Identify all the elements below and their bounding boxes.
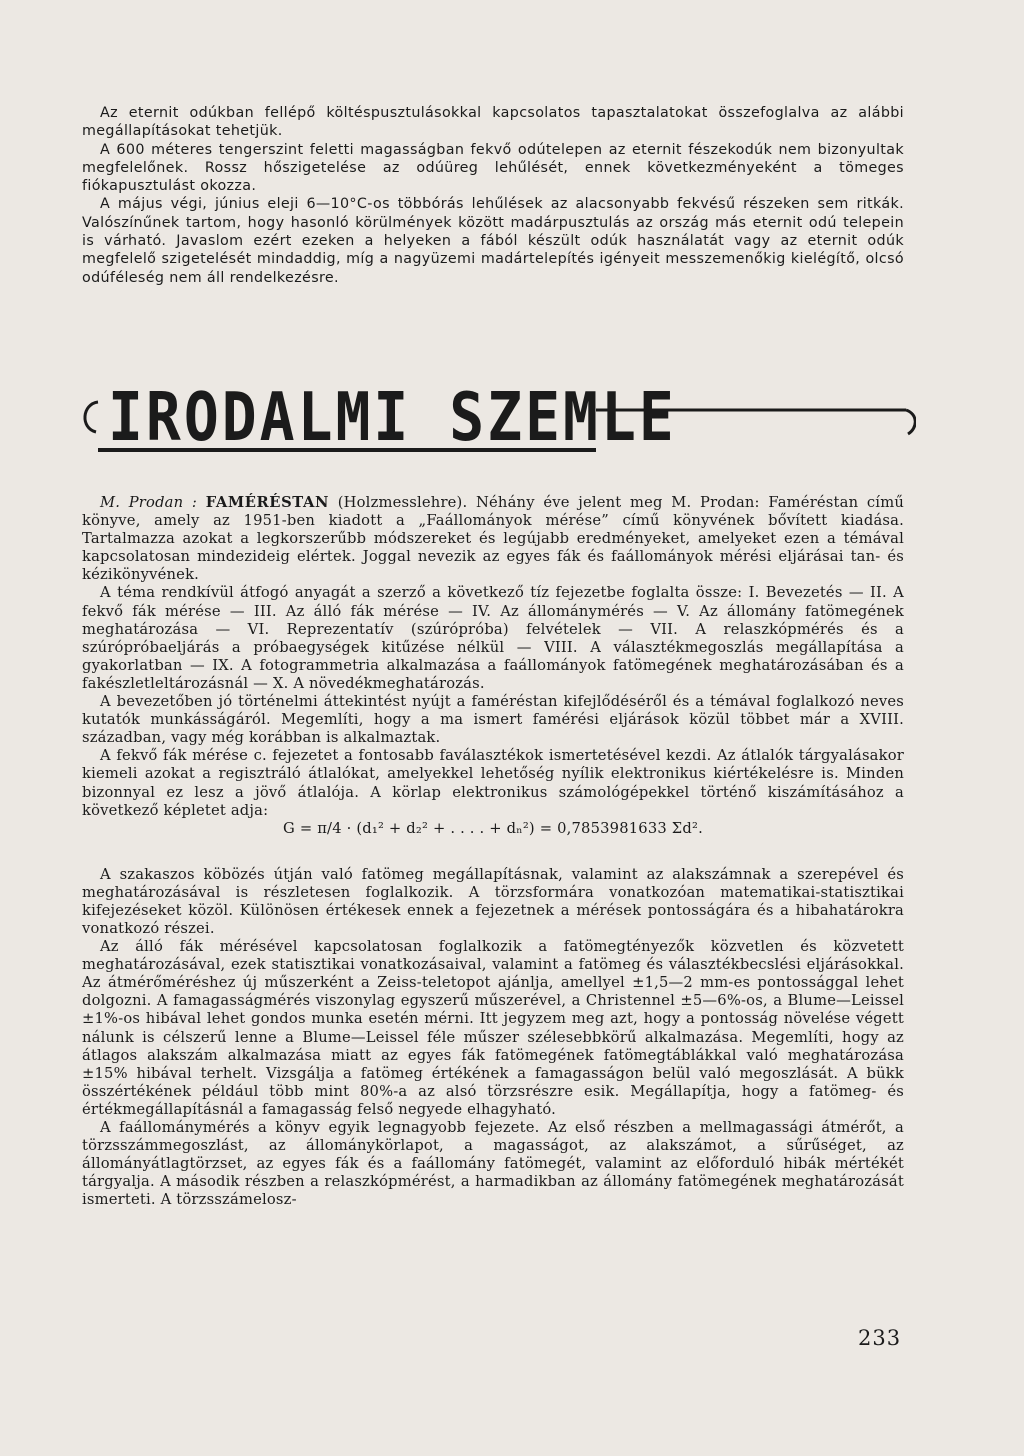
paragraph: Az álló fák mérésével kapcsolatosan foglalkozik a fatömegtényezők közvetlen és közvetett meghatározásával, ezek statisztikai vonatkozásaival, valamint a fatömeg és választékbecslési eljárásokkal. Az átmérőméréshez új műszerként a Zeiss-teletopot ajánlja, amellyel ±1,5—2 mm-es pontossággal lehet dolgozni. A famagasságmérés viszonylag egyszerű műszerével, a Christennel ±5—6%-os, a Blume—Leissel ±1%-os hibával lehet gondos munka esetén mérni. Itt jegyzem meg azt, hogy a pontosság növelése végett nálunk is célszerű lenne a Blume—Leissel féle műszer szélesebbkörű alkalmazása. Megemlíti, hogy az átlagos alakszám alkalmazása miatt az egyes fák fatömegének fatömegtáblákkal való meghatározása ±15% hibával terhelt. Vizsgálja a fatömeg értékének a famagasságon belül való megoszlását. A bükk összértékének például több mint 80%-a az alsó törzsrészre esik. Megállapítja, hogy a fatömeg- és értékmegállapításnál a famagasság felső negyede elhagyható. — [82, 938, 904, 1118]
formula: G = π/4 · (d₁² + d₂² + . . . . + dₙ²) = 0,7853981633 Σd². — [283, 819, 703, 837]
review-author: M. Prodan : — [100, 494, 198, 511]
paragraph: A május végi, június eleji 6—10°C-os többórás lehűlések az alacsonyabb fekvésű részeken sem ritkák. Valószínűnek tartom, hogy hasonló körülmények között madárpusztulás az ország más eternit odú telepein is várható. Javaslom ezért ezeken a helyeken a fából készült odúk használatát vagy az eternit odúk megfelelő szigetelését mindaddig, míg a nagyüzemi madártelepítés igényeit messzemenőkig kielégítő, olcsó odúféleség nem áll rendelkezésre. — [82, 196, 904, 286]
paragraph: A téma rendkívül átfogó anyagát a szerző a következő tíz fejezetbe foglalta össze: I. Bevezetés — II. A fekvő fák mérése — III. Az álló fák mérése — IV. Az állománymérés — V. Az állomány fatömegének meghatározása — VI. Reprezentatív (szúrópróba) felvételek — VII. A relaszkópmérés és a szúrópróbaeljárás a próbaegységek kitűzése nélkül — VIII. A választékmegoszlás megállapítása a gyakorlatban — IX. A fotogrammetria alkalmazása a faállományok fatömegének meghatározásában és a fakészletleltározásnál — X. A növedékmeghatározás. — [82, 584, 904, 692]
paragraph: A fekvő fák mérése c. fejezetet a fontosabb faválasztékok ismertetésével kezdi. Az átlalók tárgyalásakor kiemeli azokat a regisztráló átlalókat, amelyekkel lehetőség nyílik elektronikus kiértékelésre is. Minden bizonnyal ez lesz a jövő átlalója. A körlap elektronikus számológépekkel történő kiszámításához a következő képletet adja: — [82, 747, 904, 819]
review-intro-text: (Holzmesslehre). Néhány éve jelent meg M. Prodan: Faméréstan című könyve, amely az 1951-ben kiadott a „Faállományok mérése” című könyvének bővített kiadása. Tartalmazza azokat a legkorszerűbb módszereket és legújabb eredményeket, amelyeket ezen a témával kapcsolatosan mindezideig elértek. Joggal nevezik az egyes fák és faállományok mérési eljárásai tan- és kézikönyvének. — [82, 494, 904, 584]
section-header — [76, 378, 916, 464]
paragraph: A 600 méteres tengerszint feletti magasságban fekvő odútelepen az eternit fészekodúk nem bizonyultak megfelelőnek. Rossz hőszigetelése az odúüreg lehűlését, ennek következményeként a tömeges fiókapusztulást okozza. — [82, 141, 904, 195]
paragraph: A faállománymérés a könyv egyik legnagyobb fejezete. Az első részben a mellmagassági átmérőt, a törzsszámmegoszlást, az állománykörlapot, a magasságot, az alakszámot, a sűrűséget, az állományátlagtörzset, az egyes fák és a faállomány fatömegét, valamint az előforduló hibák mértékét tárgyalja. A második részben a relaszkópmérést, a harmadikban az állomány fatömegének meghatározását ismerteti. A törzsszámelosz- — [82, 1119, 904, 1209]
paragraph: Az eternit odúkban fellépő költéspusztulásokkal kapcsolatos tapasztalatokat összefoglalva az alábbi megállapításokat tehetjük. — [82, 105, 904, 140]
review-intro-paragraph — [82, 494, 904, 584]
section-title: IRODALMI SZEMLE — [108, 378, 677, 457]
paragraph: A szakaszos köbözés útján való fatömeg megállapításnak, valamint az alakszámnak a szerepével és meghatározásával is részletesen foglalkozik. A törzsformára vonatkozóan matematikai-statisztikai kifejezéseket közöl. Különösen értékesek ennek a fejezetnek a mérések pontosságára és a hibahatárokra vonatkozó részei. — [82, 865, 904, 937]
page-number: 233 — [858, 1326, 902, 1350]
review-text-block — [82, 494, 904, 1209]
paragraph: A bevezetőben jó történelmi áttekintést nyújt a faméréstan kifejlődéséről és a témával foglalkozó neves kutatók munkásságáról. Megemlíti, hogy a ma ismert famérési eljárások közül többet már a XVIII. században, vagy még korábban is alkalmaztak. — [82, 693, 904, 747]
intro-text-block — [82, 104, 904, 287]
review-book-title: FAMÉRÉSTAN — [205, 494, 330, 511]
